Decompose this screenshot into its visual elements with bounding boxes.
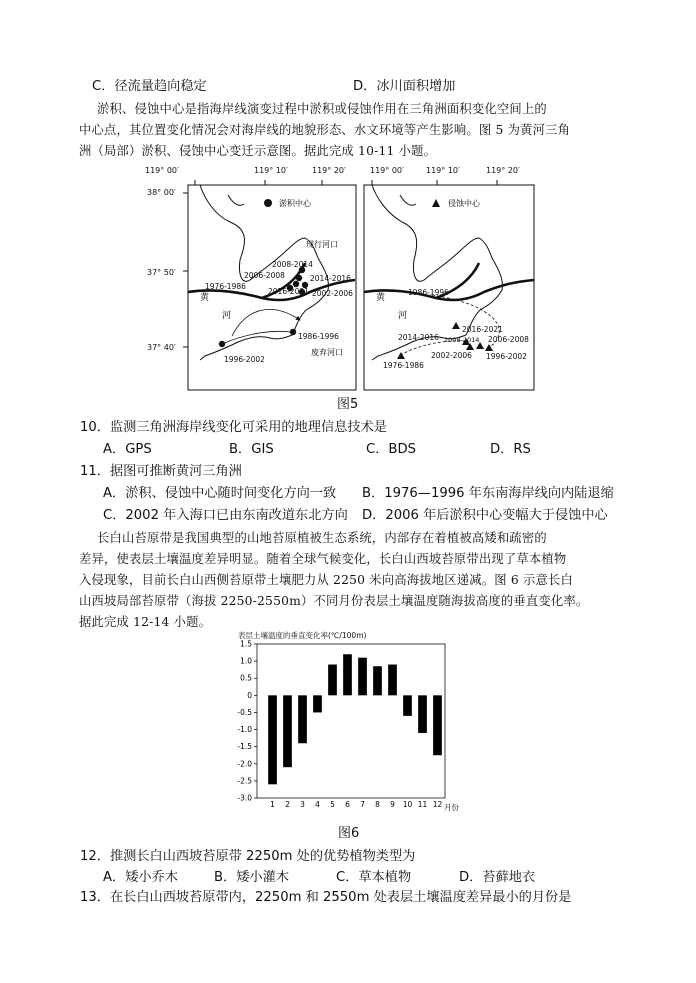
lon-label: 119° 00′ [145, 166, 179, 175]
right-legend-label: 侵蚀中心 [448, 199, 480, 208]
figure-5-caption: 图5 [337, 397, 359, 412]
river-label: 黄 [200, 293, 210, 303]
figure-5-maps [0, 160, 696, 410]
left-period-label: 2002-2006 [312, 289, 353, 298]
bar-month-3 [298, 695, 307, 743]
lat-label: 37° 50′ [147, 268, 176, 277]
x-tick-label: 11 [417, 800, 428, 809]
q12-option-b: B．矮小灌木 [214, 870, 289, 885]
y-tick-label: -2.5 [237, 776, 252, 786]
lon-label: 119° 10′ [426, 166, 460, 175]
x-tick-label: 1 [270, 800, 275, 809]
passage-2-line-1: 长白山苔原带是我国典型的山地苔原植被生态系统，内部存在着植被高矮和疏密的 [97, 531, 547, 545]
question-10: 10．监测三角洲海岸线变化可采用的地理信息技术是 [80, 420, 387, 435]
right-period-label: 2002-2006 [431, 351, 472, 360]
q12-option-a: A．矮小乔木 [103, 870, 178, 885]
x-tick-label: 8 [375, 800, 380, 809]
figure-6-bar-chart [0, 628, 696, 818]
left-period-label: 1976-1986 [205, 282, 246, 291]
x-tick-label: 9 [390, 800, 395, 809]
x-tick-label: 7 [360, 800, 365, 809]
q10-option-b: B．GIS [229, 442, 274, 457]
right-river [364, 280, 534, 300]
q10-option-a: A．GPS [103, 442, 152, 457]
y-tick-label: -1.0 [237, 725, 252, 735]
bar-month-12 [433, 695, 442, 755]
lon-label: 119° 00′ [370, 166, 404, 175]
left-period-label: 2016-2021 [268, 287, 309, 296]
x-axis-label: 月份 [444, 803, 459, 812]
river-label: 黄 [376, 293, 386, 303]
bar-month-6 [343, 654, 352, 695]
left-period-label: 1996-2002 [224, 355, 265, 364]
q12-option-d: D．苔藓地衣 [459, 870, 536, 885]
x-tick-label: 3 [300, 800, 305, 809]
left-period-label: 2006-2008 [244, 271, 285, 280]
bar-month-9 [388, 665, 397, 696]
abandoned-mouth-label: 废弃河口 [311, 348, 343, 357]
q10-option-d: D．RS [490, 442, 531, 457]
y-tick-label: 0 [247, 690, 252, 700]
right-period-label: 1976-1986 [383, 361, 424, 370]
bar-month-1 [268, 695, 277, 784]
question-12: 12．推测长白山西坡苔原带 2250m 处的优势植物类型为 [80, 849, 416, 864]
lon-label: 119° 20′ [312, 166, 346, 175]
bar-month-5 [328, 665, 337, 696]
bar-month-4 [313, 695, 322, 712]
x-tick-label: 4 [315, 800, 320, 809]
river-label: 河 [222, 311, 232, 321]
lon-label: 119° 10′ [254, 166, 288, 175]
right-period-label: 2006-2008 [488, 335, 529, 344]
x-tick-label: 5 [330, 800, 335, 809]
left-period-label: 2014-2016 [310, 274, 351, 283]
river-label: 河 [398, 311, 408, 321]
option-c-line: C．径流量趋向稳定 [92, 79, 207, 94]
bar-month-8 [373, 666, 382, 695]
left-period-label: 2008-2014 [272, 260, 313, 269]
right-period-label: 2008-2014 [444, 336, 480, 344]
y-tick-label: 1.0 [240, 656, 252, 666]
y-tick-label: 0.5 [240, 673, 252, 683]
passage-1-line-1: 淤积、侵蚀中心是指海岸线演变过程中淤积或侵蚀作用在三角洲面积变化空间上的 [97, 102, 547, 116]
passage-2-line-5: 据此完成 12-14 小题。 [79, 615, 212, 629]
y-tick-label: -0.5 [237, 707, 252, 717]
q11-option-b: B．1976—1996 年东南海岸线向内陆退缩 [362, 486, 614, 501]
q12-option-c: C．草本植物 [336, 870, 412, 885]
figure-6-caption: 图6 [338, 826, 360, 841]
x-tick-label: 12 [432, 800, 443, 809]
q11-option-d: D．2006 年后淤积中心变幅大于侵蚀中心 [362, 508, 608, 523]
right-period-label: 2016-2021 [462, 325, 503, 334]
option-d-line: D．冰川面积增加 [353, 79, 456, 94]
x-tick-label: 2 [285, 800, 290, 809]
passage-2-line-4: 山西坡局部苔原带（海拔 2250-2550m）不同月份表层土壤温度随海拔高度的垂直变化率。 [79, 594, 589, 608]
q10-option-c: C．BDS [366, 442, 416, 457]
y-tick-label: 1.5 [240, 639, 252, 649]
right-period-label: 1996-2002 [486, 352, 527, 361]
bar-month-10 [403, 695, 412, 716]
lon-label: 119° 20′ [486, 166, 520, 175]
bar-month-7 [358, 658, 367, 696]
y-tick-label: -1.5 [237, 742, 252, 752]
x-tick-label: 6 [345, 800, 350, 809]
chart-title: 表层土壤温度的垂直变化率(℃/100m) [238, 631, 367, 640]
left-legend-label: 淤积中心 [279, 199, 311, 208]
current-mouth-label: 现行河口 [306, 240, 338, 249]
passage-1-line-2: 中心点，其位置变化情况会对海岸线的地貌形态、水文环境等产生影响。图 5 为黄河三角 [79, 123, 571, 137]
lat-label: 37° 40′ [147, 343, 176, 352]
passage-2-line-2: 差异，使表层土壤温度差异明显。随着全球气候变化，长白山西坡苔原带出现了草本植物 [79, 552, 567, 566]
passage-2-line-3: 入侵现象，目前长白山西侧苔原带土壤肥力从 2250 米向高海拔地区递减。图 6 示意长白 [79, 573, 573, 587]
y-tick-label: -2.0 [237, 759, 252, 769]
y-tick-label: -3.0 [237, 793, 252, 803]
question-11: 11．据图可推断黄河三角洲 [80, 464, 242, 479]
lat-label: 38° 00′ [147, 188, 176, 197]
right-period-label: 2014-2016 [398, 333, 439, 342]
bar-month-11 [418, 695, 427, 733]
left-period-label: 1986-1996 [298, 332, 339, 341]
q11-option-c: C．2002 年入海口已由东南改道东北方向 [103, 508, 348, 523]
passage-1-line-3: 洲（局部）淤积、侵蚀中心变迁示意图。据此完成 10-11 小题。 [79, 144, 437, 158]
q11-option-a: A．淤积、侵蚀中心随时间变化方向一致 [103, 486, 337, 501]
x-tick-label: 10 [402, 800, 413, 809]
right-period-label: 1986-1996 [408, 288, 449, 297]
question-13: 13．在长白山西坡苔原带内，2250m 和 2550m 处表层土壤温度差异最小的月份是 [80, 890, 572, 905]
bar-month-2 [283, 695, 292, 767]
